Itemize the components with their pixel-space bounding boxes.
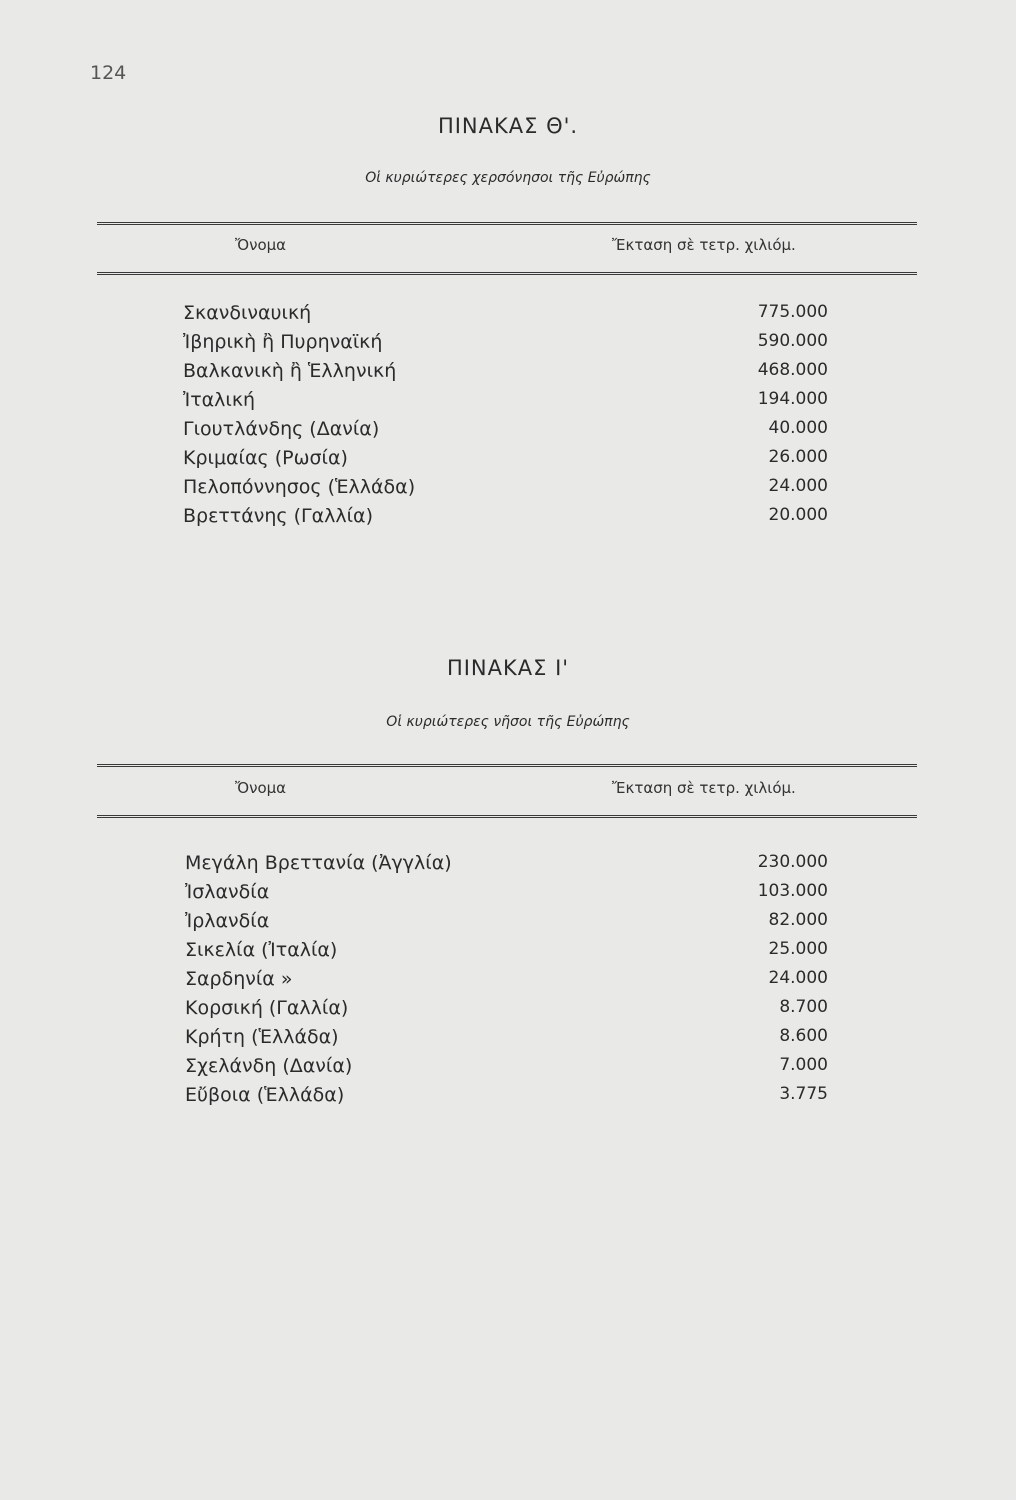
row-area: 8.700 <box>779 997 828 1017</box>
table-theta-header-rule <box>97 272 917 275</box>
row-name: Πελοπόννησος (Ἑλλάδα) <box>183 476 416 498</box>
row-area: 40.000 <box>768 418 828 438</box>
row-area: 20.000 <box>768 505 828 525</box>
row-area: 82.000 <box>768 910 828 930</box>
table-row <box>0 852 1016 881</box>
row-name: Βαλκανικὴ ἢ Ἑλληνική <box>183 360 397 382</box>
row-name: Σικελία (Ἰταλία) <box>185 939 338 961</box>
row-area: 26.000 <box>768 447 828 467</box>
row-name: Ἰβηρικὴ ἢ Πυρηναϊκή <box>183 331 383 353</box>
table-theta-col-name: Ὄνομα <box>235 236 287 254</box>
table-theta-col-area: Ἔκταση σὲ τετρ. χιλιόμ. <box>612 236 796 254</box>
table-theta-subtitle: Οἱ κυριώτερες χερσόνησοι τῆς Εὐρώπης <box>365 170 651 186</box>
row-name: Ἰρλανδία <box>185 910 270 932</box>
table-iota-subtitle: Οἱ κυριώτερες νῆσοι τῆς Εὐρώπης <box>386 714 630 730</box>
row-name: Βρεττάνης (Γαλλία) <box>183 505 373 527</box>
table-iota-title: ΠΙΝΑΚΑΣ Ι' <box>446 656 570 680</box>
row-area: 590.000 <box>757 331 828 351</box>
row-area: 230.000 <box>757 852 828 872</box>
table-iota-header-rule <box>97 815 917 818</box>
table-row <box>0 418 1016 447</box>
table-theta-title: ΠΙΝΑΚΑΣ Θ'. <box>437 114 579 138</box>
table-iota-col-name: Ὄνομα <box>235 779 287 797</box>
row-area: 7.000 <box>779 1055 828 1075</box>
row-area: 24.000 <box>768 476 828 496</box>
row-area: 194.000 <box>757 389 828 409</box>
table-row <box>0 881 1016 910</box>
row-name: Γιουτλάνδης (Δανία) <box>183 418 380 440</box>
table-row <box>0 447 1016 476</box>
table-row <box>0 939 1016 968</box>
table-row <box>0 968 1016 997</box>
table-iota-top-rule <box>97 764 917 767</box>
table-row <box>0 1084 1016 1113</box>
table-row <box>0 997 1016 1026</box>
row-name: Σχελάνδη (Δανία) <box>185 1055 353 1077</box>
table-row <box>0 505 1016 534</box>
row-area: 8.600 <box>779 1026 828 1046</box>
table-iota-col-area: Ἔκταση σὲ τετρ. χιλιόμ. <box>612 779 796 797</box>
row-name: Σκανδιναυική <box>183 302 312 324</box>
row-name: Κριμαίας (Ρωσία) <box>183 447 348 469</box>
row-area: 24.000 <box>768 968 828 988</box>
row-name: Κρήτη (Ἑλλάδα) <box>185 1026 339 1048</box>
page-number: 124 <box>90 62 127 84</box>
row-area: 775.000 <box>757 302 828 322</box>
row-area: 25.000 <box>768 939 828 959</box>
table-row <box>0 910 1016 939</box>
row-area: 468.000 <box>757 360 828 380</box>
table-row <box>0 360 1016 389</box>
row-name: Ἰταλική <box>183 389 256 411</box>
row-name: Σαρδηνία » <box>185 968 293 990</box>
table-row <box>0 389 1016 418</box>
table-row <box>0 1055 1016 1084</box>
row-area: 103.000 <box>757 881 828 901</box>
table-row <box>0 1026 1016 1055</box>
row-name: Ἰσλανδία <box>185 881 270 903</box>
table-row <box>0 331 1016 360</box>
row-name: Μεγάλη Βρεττανία (Ἀγγλία) <box>185 852 452 874</box>
row-name: Κορσική (Γαλλία) <box>185 997 349 1019</box>
table-theta-top-rule <box>97 222 917 225</box>
row-name: Εὔβοια (Ἑλλάδα) <box>185 1084 345 1106</box>
table-row <box>0 302 1016 331</box>
row-area: 3.775 <box>779 1084 828 1104</box>
table-row <box>0 476 1016 505</box>
